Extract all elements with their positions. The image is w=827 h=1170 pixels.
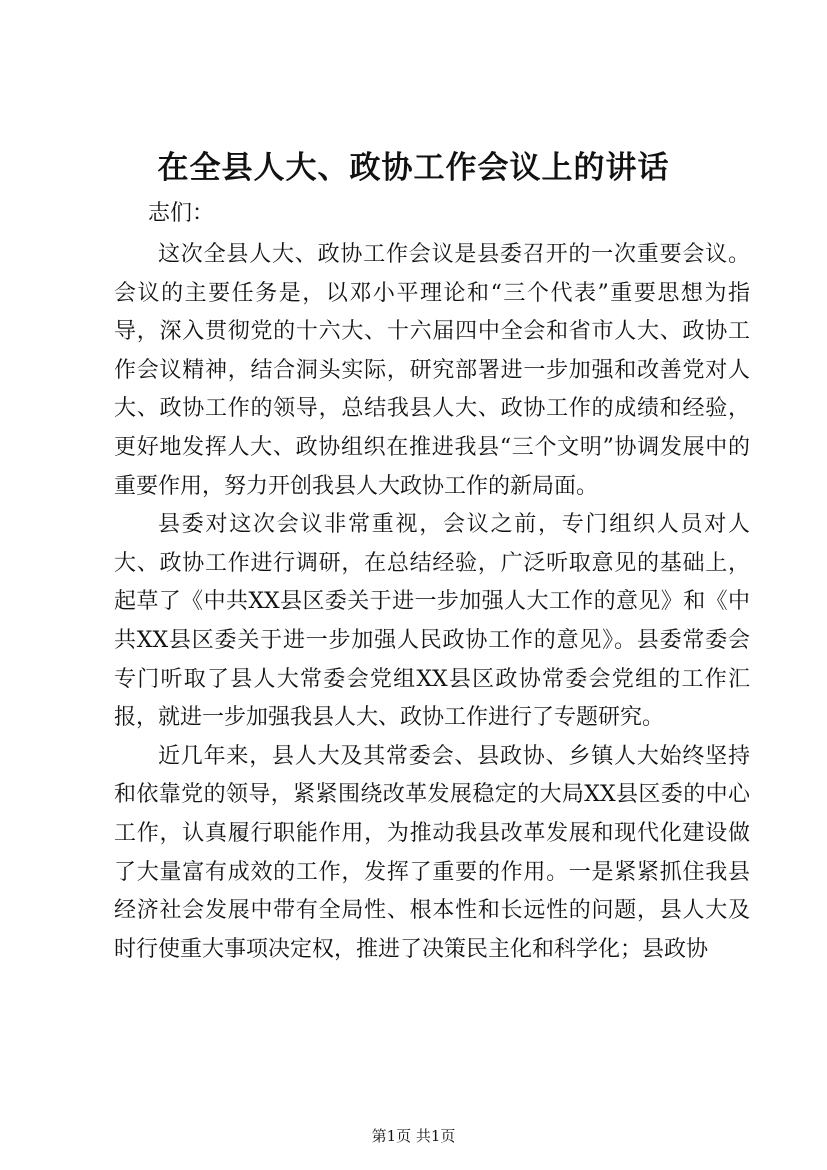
document-body bbox=[114, 236, 750, 969]
document-title: 在全县人大、政协工作会议上的讲话 bbox=[157, 150, 670, 186]
paragraph-1: 这次全县人大、政协工作会议是县委召开的一次重要会议。会议的主要任务是，以邓小平理论和“三个代表”重要思想为指导，深入贯彻党的十六大、十六届四中全会和省市人大、政协工作会议精神，结合洞头实际，研究部署进一步加强和改善党对人大、政协工作的领导，总结我县人大、政协工作的成绩和经验，更好地发挥人大、政协组织在推进我县“三个文明”协调发展中的重要作用，努力开创我县人大政协工作的新局面。 bbox=[114, 242, 750, 499]
paragraph-2: 县委对这次会议非常重视，会议之前，专门组织人员对人大、政协工作进行调研，在总结经验，广泛听取意见的基础上，起草了《中共XX县区委关于进一步加强人大工作的意见》和《中共XX县区委关于进一步加强人民政协工作的意见》。县委常委会专门听取了县人大常委会党组XX县区政协常委会党组的工作汇报，就进一步加强我县人大、政协工作进行了专题研究。 bbox=[114, 512, 750, 731]
page-number: 第1页 共1页 bbox=[371, 1127, 456, 1145]
paragraph-3: 近几年来，县人大及其常委会、县政协、乡镇人大始终坚持和依靠党的领导，紧紧围绕改革发展稳定的大局XX县区委的中心工作，认真履行职能作用，为推动我县改革发展和现代化建设做了大量富有成效的工作，发挥了重要的作用。一是紧紧抓住我县经济社会发展中带有全局性、根本性和长远性的问题，县人大及时行使重大事项决定权，推进了决策民主化和科学化；县政协 bbox=[114, 743, 750, 962]
salutation: 志们： bbox=[148, 201, 215, 226]
